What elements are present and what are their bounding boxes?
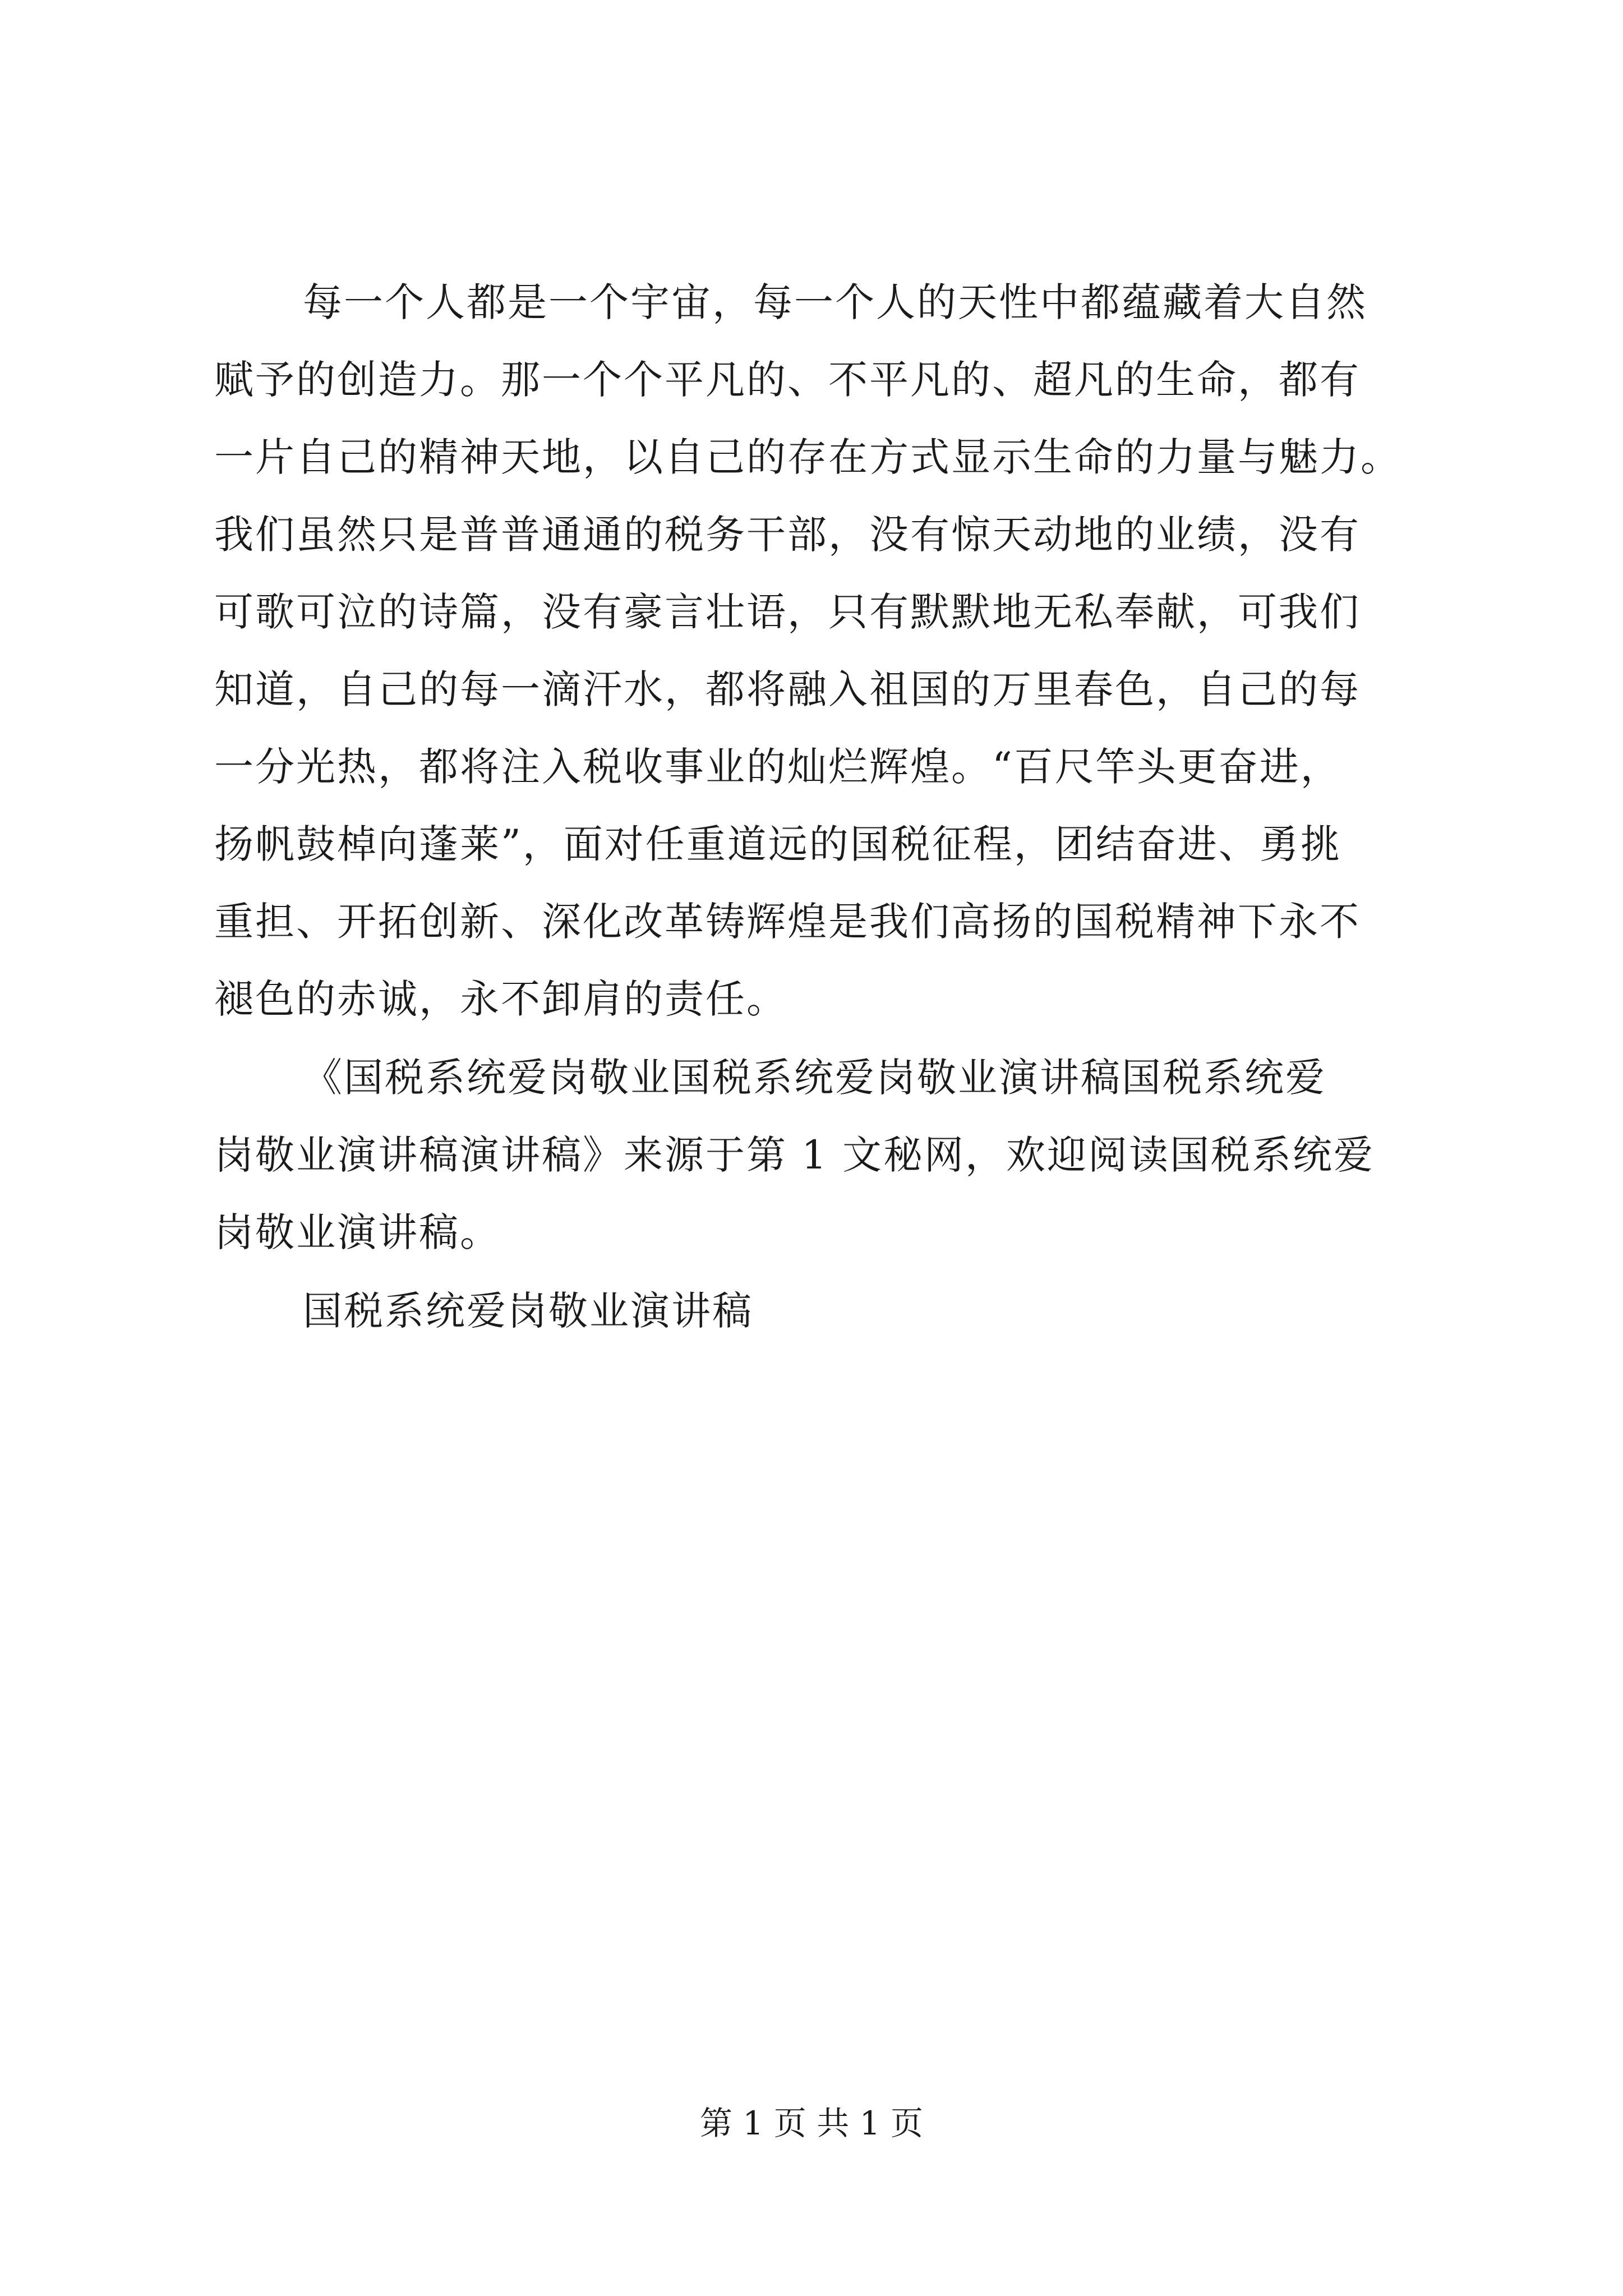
text-line: 赋予的创造力。那一个个平凡的、不平凡的、超凡的生命，都有 bbox=[214, 357, 1361, 403]
page-number-footer: 第 1 页 共 1 页 bbox=[700, 2104, 923, 2142]
paragraph-2 bbox=[214, 1039, 1437, 1271]
text-line: 知道，自己的每一滴汗水，都将融入祖国的万里春色，自己的每 bbox=[214, 666, 1361, 712]
text-line: 岗敬业演讲稿。 bbox=[214, 1209, 501, 1255]
document-body bbox=[214, 264, 1437, 1350]
text-line: 每一个人都是一个宇宙，每一个人的天性中都蕴藏着大自然 bbox=[303, 279, 1367, 325]
text-line: 褪色的赤诚，永不卸肩的责任。 bbox=[214, 976, 787, 1022]
text-line: 重担、开拓创新、深化改革铸辉煌是我们高扬的国税精神下永不 bbox=[214, 899, 1361, 945]
text-line: 可歌可泣的诗篇，没有豪言壮语，只有默默地无私奉献，可我们 bbox=[214, 589, 1361, 635]
text-line: 我们虽然只是普普通通的税务干部，没有惊天动地的业绩，没有 bbox=[214, 512, 1361, 558]
paragraph-1 bbox=[214, 264, 1437, 1038]
text-line: 扬帆鼓棹向蓬莱”，面对任重道远的国税征程，团结奋进、勇挑 bbox=[214, 821, 1341, 867]
text-line: 一片自己的精神天地，以自己的存在方式显示生命的力量与魅力。 bbox=[214, 434, 1401, 480]
text-line: 一分光热，都将注入税收事业的灿烂辉煌。“百尺竿头更奋进， bbox=[214, 744, 1341, 790]
text-line: 国税系统爱岗敬业演讲稿 bbox=[303, 1288, 753, 1334]
paragraph-3 bbox=[214, 1272, 1437, 1350]
text-line: 《国税系统爱岗敬业国税系统爱岗敬业演讲稿国税系统爱 bbox=[303, 1055, 1326, 1101]
text-line: 岗敬业演讲稿演讲稿》来源于第 1 文秘网，欢迎阅读国税系统爱 bbox=[214, 1132, 1375, 1178]
